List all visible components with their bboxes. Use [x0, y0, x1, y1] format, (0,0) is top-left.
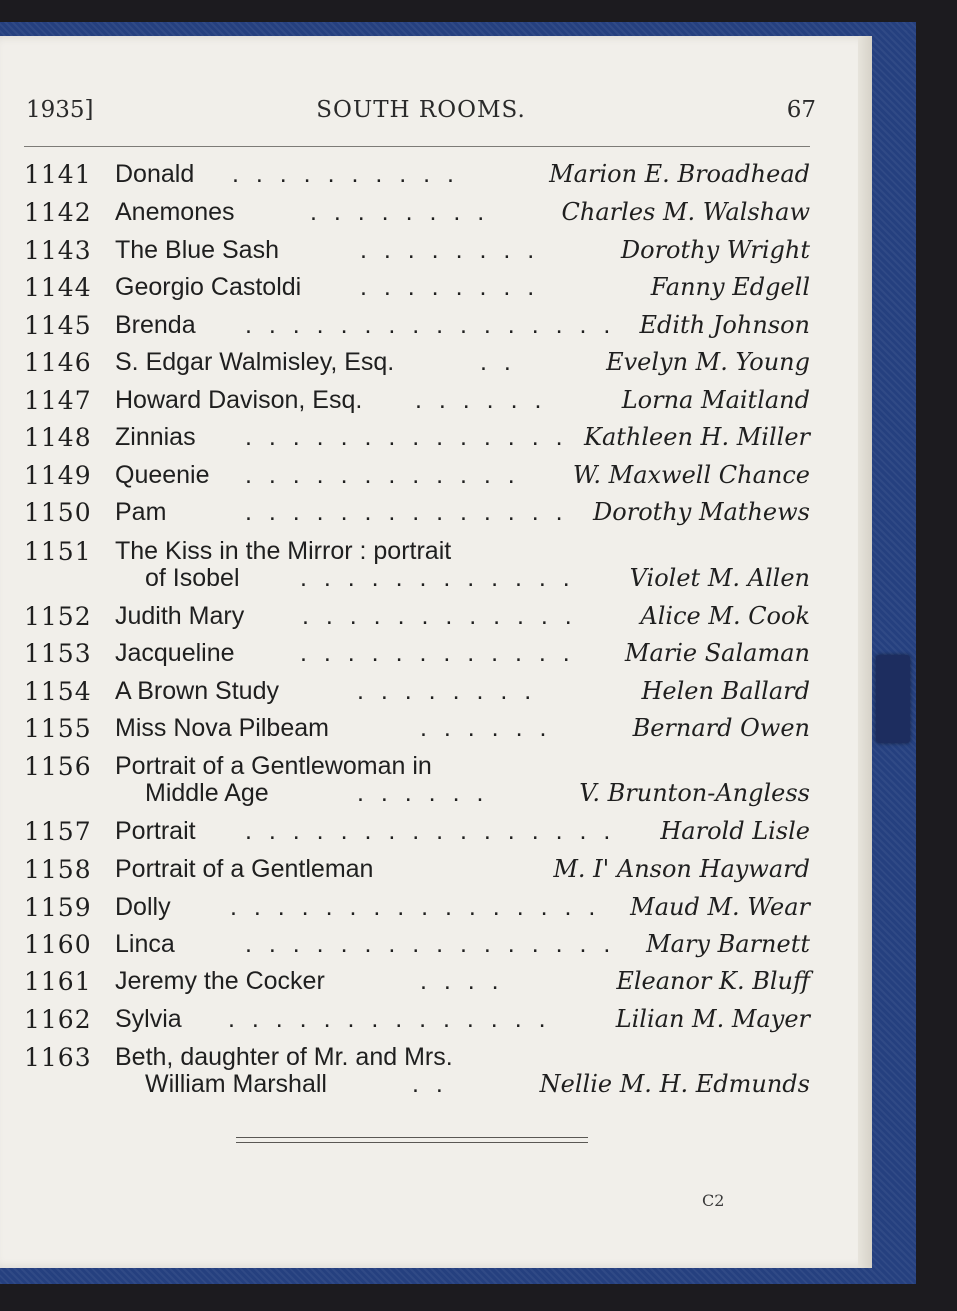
entry-number: 1144 [24, 273, 92, 302]
artist-name: W. Maxwell Chance [572, 461, 810, 489]
dot-leader: . . . . . . . . . . . . [245, 461, 520, 489]
catalogue-entry [0, 1005, 872, 1039]
catalogue-entry [0, 930, 872, 964]
dot-leader: . . . . . . . . . . . . . . . . [245, 930, 616, 958]
catalogue-entry [0, 348, 872, 382]
catalogue-entry [0, 967, 872, 1001]
catalogue-entry [0, 677, 872, 711]
entry-title: Queenie [115, 461, 210, 489]
dot-leader: . . . . . . . . . . . . . . [228, 1005, 551, 1033]
entry-number: 1141 [24, 160, 92, 189]
dot-leader: . . . . . . . . . . . . . . . . [245, 817, 616, 845]
entry-number: 1146 [24, 348, 92, 377]
artist-name: Dorothy Wright [620, 236, 810, 264]
artist-name: Lorna Maitland [621, 386, 810, 414]
dot-leader: . . . . . . . . [310, 198, 490, 226]
entry-title: Portrait of a Gentlewoman in [115, 752, 432, 780]
entry-number: 1151 [24, 537, 92, 566]
entry-number: 1148 [24, 423, 92, 452]
artist-name: Evelyn M. Young [606, 348, 810, 376]
entry-number: 1147 [24, 386, 92, 415]
dot-leader: . . . . . . . . . . . . . . [245, 423, 568, 451]
entry-title: S. Edgar Walmisley, Esq. [115, 348, 395, 376]
entry-number: 1159 [24, 893, 92, 922]
bookmark-ribbon [876, 655, 910, 743]
dot-leader: . . . . . . . . . . . . [300, 639, 575, 667]
catalogue-entry [0, 423, 872, 457]
entry-title: Zinnias [115, 423, 196, 451]
dot-leader: . . . . . . [357, 779, 489, 807]
artist-name: Charles M. Walshaw [561, 198, 810, 226]
entry-title-continuation: William Marshall [145, 1070, 327, 1098]
entry-title: Anemones [115, 198, 235, 226]
entry-title: Portrait of a Gentleman [115, 855, 374, 883]
header-title: SOUTH ROOMS. [316, 97, 526, 123]
dot-leader: . . . . . . . . . . . . . . [245, 498, 568, 526]
entry-number: 1142 [24, 198, 92, 227]
artist-name: V. Brunton-Angless [579, 779, 810, 807]
artist-name: Bernard Owen [632, 714, 810, 742]
entry-title: Judith Mary [115, 602, 245, 630]
artist-name: Nellie M. H. Edmunds [539, 1070, 810, 1098]
catalogue-entries [0, 160, 872, 1120]
catalogue-entry [0, 236, 872, 270]
entry-title: Jeremy the Cocker [115, 967, 325, 995]
entry-title-continuation: Middle Age [145, 779, 269, 807]
catalogue-entry [0, 160, 872, 194]
header-rule [24, 146, 810, 147]
dot-leader: . . [480, 348, 516, 376]
entry-title: Miss Nova Pilbeam [115, 714, 329, 742]
footer-rule-bottom [236, 1142, 588, 1143]
catalogue-entry [0, 639, 872, 673]
dot-leader: . . [412, 1070, 448, 1098]
dot-leader: . . . . . . . . . . [232, 160, 459, 188]
catalogue-entry [0, 752, 872, 812]
entry-title: Dolly [115, 893, 171, 921]
artist-name: Marie Salaman [624, 639, 810, 667]
entry-number: 1158 [24, 855, 92, 884]
entry-number: 1161 [24, 967, 92, 996]
dot-leader: . . . . [420, 967, 504, 995]
page-number: 67 [786, 97, 816, 123]
catalogue-entry [0, 817, 872, 851]
entry-title: Donald [115, 160, 195, 188]
dot-leader: . . . . . . . . . . . . [302, 602, 577, 630]
dot-leader: . . . . . . . . [360, 273, 540, 301]
artist-name: Fanny Edgell [650, 273, 810, 301]
artist-name: M. I' Anson Hayward [553, 855, 810, 883]
entry-title: Howard Davison, Esq. [115, 386, 363, 414]
entry-title: Linca [115, 930, 175, 958]
artist-name: Maud M. Wear [630, 893, 810, 921]
catalogue-entry [0, 311, 872, 345]
catalogue-entry [0, 273, 872, 307]
artist-name: Mary Barnett [646, 930, 810, 958]
entry-number: 1149 [24, 461, 92, 490]
artist-name: Harold Lisle [660, 817, 810, 845]
entry-title-continuation: of Isobel [145, 564, 240, 592]
entry-number: 1143 [24, 236, 92, 265]
catalogue-entry [0, 198, 872, 232]
artist-name: Kathleen H. Miller [584, 423, 810, 451]
entry-title: Portrait [115, 817, 196, 845]
dot-leader: . . . . . . . . . . . . . . . . [230, 893, 601, 921]
entry-number: 1152 [24, 602, 92, 631]
entry-title: A Brown Study [115, 677, 279, 705]
catalogue-entry [0, 893, 872, 927]
entry-number: 1163 [24, 1043, 92, 1072]
catalogue-entry [0, 386, 872, 420]
running-header [26, 97, 816, 129]
artist-name: Dorothy Mathews [593, 498, 810, 526]
catalogue-entry [0, 714, 872, 748]
artist-name: Marion E. Broadhead [549, 160, 810, 188]
dot-leader: . . . . . . . . [357, 677, 537, 705]
catalogue-entry [0, 461, 872, 495]
catalogue-entry [0, 537, 872, 597]
entry-number: 1150 [24, 498, 92, 527]
entry-number: 1154 [24, 677, 92, 706]
artist-name: Helen Ballard [641, 677, 810, 705]
entry-title: The Kiss in the Mirror : portrait [115, 537, 452, 565]
entry-title: Georgio Castoldi [115, 273, 302, 301]
header-year: 1935] [26, 97, 94, 123]
catalogue-entry [0, 602, 872, 636]
entry-number: 1160 [24, 930, 92, 959]
entry-number: 1162 [24, 1005, 92, 1034]
artist-name: Edith Johnson [639, 311, 810, 339]
entry-title: Beth, daughter of Mr. and Mrs. [115, 1043, 453, 1071]
entry-number: 1156 [24, 752, 92, 781]
catalogue-entry [0, 1043, 872, 1103]
dot-leader: . . . . . . [415, 386, 547, 414]
entry-number: 1153 [24, 639, 92, 668]
entry-number: 1155 [24, 714, 92, 743]
footer-rule-top [236, 1137, 588, 1138]
printer-signature: C2 [702, 1191, 725, 1210]
entry-title: Sylvia [115, 1005, 182, 1033]
entry-title: Brenda [115, 311, 196, 339]
catalogue-entry [0, 855, 872, 889]
artist-name: Eleanor K. Bluff [616, 967, 810, 995]
artist-name: Lilian M. Mayer [615, 1005, 810, 1033]
dot-leader: . . . . . . . . . . . . . . . . [245, 311, 616, 339]
dot-leader: . . . . . . . . [360, 236, 540, 264]
dot-leader: . . . . . . . . . . . . [300, 564, 575, 592]
dot-leader: . . . . . . [420, 714, 552, 742]
entry-title: Jacqueline [115, 639, 235, 667]
entry-title: Pam [115, 498, 167, 526]
artist-name: Alice M. Cook [640, 602, 810, 630]
artist-name: Violet M. Allen [629, 564, 810, 592]
entry-number: 1145 [24, 311, 92, 340]
entry-title: The Blue Sash [115, 236, 279, 264]
catalogue-entry [0, 498, 872, 532]
entry-number: 1157 [24, 817, 92, 846]
